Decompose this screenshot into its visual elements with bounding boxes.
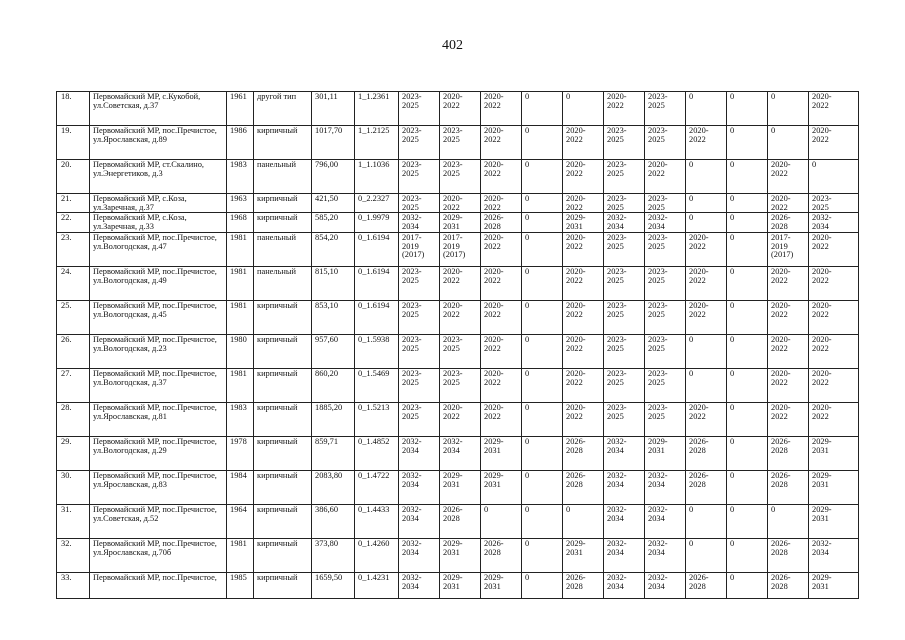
cell-period: 2026- 2028 (768, 470, 809, 504)
cell-period: 2026- 2028 (768, 436, 809, 470)
cell-code: 0_1.4722 (355, 470, 399, 504)
cell-number: 26. (57, 334, 90, 368)
cell-period: 2020- 2022 (768, 402, 809, 436)
cell-year: 1981 (227, 368, 254, 402)
cell-period: 2020- 2022 (563, 368, 604, 402)
cell-material: панельный (254, 266, 312, 300)
cell-period: 2026- 2028 (563, 470, 604, 504)
cell-period: 2020- 2022 (604, 92, 645, 126)
cell-period: 0 (727, 538, 768, 572)
cell-period: 0 (522, 402, 563, 436)
cell-period: 2023- 2025 (604, 334, 645, 368)
cell-period: 2020- 2022 (563, 126, 604, 160)
cell-period: 2023- 2025 (399, 334, 440, 368)
cell-period: 2026- 2028 (481, 538, 522, 572)
cell-period: 0 (727, 334, 768, 368)
cell-period: 2023- 2025 (604, 194, 645, 213)
cell-period: 0 (727, 232, 768, 266)
cell-period: 2032- 2034 (645, 504, 686, 538)
cell-period: 2020- 2022 (768, 160, 809, 194)
cell-period: 2029- 2031 (440, 572, 481, 598)
cell-period: 0 (727, 368, 768, 402)
cell-period: 2032- 2034 (604, 572, 645, 598)
cell-number: 33. (57, 572, 90, 598)
cell-period: 0 (686, 92, 727, 126)
cell-period: 0 (522, 334, 563, 368)
cell-number: 29. (57, 436, 90, 470)
cell-period: 0 (727, 300, 768, 334)
cell-period: 2029- 2031 (440, 470, 481, 504)
cell-period: 2020- 2022 (440, 92, 481, 126)
cell-period: 2029- 2031 (481, 436, 522, 470)
cell-period: 0 (522, 436, 563, 470)
cell-number: 28. (57, 402, 90, 436)
cell-period: 2029- 2031 (563, 538, 604, 572)
cell-period: 2020- 2022 (481, 368, 522, 402)
cell-period: 0 (727, 92, 768, 126)
cell-period: 0 (686, 538, 727, 572)
cell-period: 0 (727, 213, 768, 232)
cell-period: 2023- 2025 (440, 334, 481, 368)
cell-area: 301,11 (312, 92, 355, 126)
cell-period: 2020- 2022 (481, 300, 522, 334)
table-row (57, 538, 859, 572)
cell-period: 2020- 2022 (686, 402, 727, 436)
cell-number: 31. (57, 504, 90, 538)
cell-period: 2020- 2022 (563, 300, 604, 334)
cell-period: 2026- 2028 (686, 436, 727, 470)
table-row (57, 334, 859, 368)
cell-period: 2020- 2022 (481, 160, 522, 194)
cell-address: Первомайский МР, пос.Пречистое, ул.Вологодская, д.45 (90, 300, 227, 334)
cell-area: 1659,50 (312, 572, 355, 598)
cell-period: 2017- 2019 (2017) (440, 232, 481, 266)
cell-period: 2020- 2022 (440, 402, 481, 436)
cell-year: 1961 (227, 92, 254, 126)
cell-area: 373,80 (312, 538, 355, 572)
cell-period: 2020- 2022 (440, 266, 481, 300)
cell-period: 0 (686, 504, 727, 538)
cell-period: 2032- 2034 (645, 470, 686, 504)
cell-period: 2032- 2034 (399, 538, 440, 572)
cell-period: 0 (727, 126, 768, 160)
cell-period: 2023- 2025 (645, 266, 686, 300)
cell-period: 2032- 2034 (809, 213, 859, 232)
cell-material: кирпичный (254, 402, 312, 436)
cell-number: 24. (57, 266, 90, 300)
cell-material: панельный (254, 160, 312, 194)
cell-number: 32. (57, 538, 90, 572)
cell-period: 2023- 2025 (440, 160, 481, 194)
cell-period: 0 (686, 334, 727, 368)
cell-area: 860,20 (312, 368, 355, 402)
cell-area: 859,71 (312, 436, 355, 470)
cell-period: 2020- 2022 (809, 92, 859, 126)
cell-year: 1983 (227, 402, 254, 436)
table-row (57, 126, 859, 160)
cell-code: 0_1.9979 (355, 213, 399, 232)
cell-code: 0_1.6194 (355, 232, 399, 266)
cell-period: 2020- 2022 (563, 194, 604, 213)
cell-area: 2083,80 (312, 470, 355, 504)
cell-period: 2023- 2025 (604, 300, 645, 334)
cell-period: 2029- 2031 (809, 572, 859, 598)
cell-material: кирпичный (254, 368, 312, 402)
cell-year: 1964 (227, 504, 254, 538)
cell-period: 0 (563, 92, 604, 126)
cell-period: 2020- 2022 (481, 266, 522, 300)
cell-period: 2023- 2025 (645, 368, 686, 402)
cell-period: 0 (686, 160, 727, 194)
cell-code: 0_1.5213 (355, 402, 399, 436)
cell-material: кирпичный (254, 436, 312, 470)
cell-period: 0 (522, 213, 563, 232)
cell-period: 2023- 2025 (440, 126, 481, 160)
cell-period: 2029- 2031 (645, 436, 686, 470)
cell-period: 2023- 2025 (604, 402, 645, 436)
cell-year: 1984 (227, 470, 254, 504)
cell-period: 2020- 2022 (768, 300, 809, 334)
cell-code: 0_2.2327 (355, 194, 399, 213)
cell-period: 0 (727, 402, 768, 436)
table-row (57, 92, 859, 126)
cell-year: 1986 (227, 126, 254, 160)
cell-address: Первомайский МР, пос.Пречистое, ул.Вологодская, д.47 (90, 232, 227, 266)
cell-area: 386,60 (312, 504, 355, 538)
cell-code: 0_1.4231 (355, 572, 399, 598)
table-row (57, 160, 859, 194)
cell-address: Первомайский МР, с.Коза, ул.Заречная, д.37 (90, 194, 227, 213)
cell-area: 854,20 (312, 232, 355, 266)
cell-area: 1885,20 (312, 402, 355, 436)
cell-address: Первомайский МР, пос.Пречистое, ул.Вологодская, д.37 (90, 368, 227, 402)
cell-period: 2020- 2022 (686, 126, 727, 160)
table-row (57, 266, 859, 300)
cell-material: кирпичный (254, 194, 312, 213)
table-row (57, 213, 859, 232)
table-row (57, 470, 859, 504)
cell-period: 0 (727, 160, 768, 194)
cell-material: кирпичный (254, 572, 312, 598)
cell-period: 2032- 2034 (399, 213, 440, 232)
cell-period: 2026- 2028 (440, 504, 481, 538)
cell-period: 2032- 2034 (399, 504, 440, 538)
cell-code: 0_1.6194 (355, 300, 399, 334)
cell-period: 0 (809, 160, 859, 194)
cell-year: 1981 (227, 300, 254, 334)
cell-period: 2020- 2022 (563, 402, 604, 436)
cell-period: 2026- 2028 (481, 213, 522, 232)
cell-material: кирпичный (254, 213, 312, 232)
table-row (57, 402, 859, 436)
cell-period: 0 (727, 572, 768, 598)
repair-schedule-table (56, 91, 859, 599)
cell-period: 0 (522, 92, 563, 126)
cell-area: 1017,70 (312, 126, 355, 160)
cell-period: 2026- 2028 (768, 213, 809, 232)
cell-period: 2017- 2019 (2017) (399, 232, 440, 266)
cell-period: 2032- 2034 (604, 504, 645, 538)
cell-material: кирпичный (254, 300, 312, 334)
cell-period: 2023- 2025 (399, 402, 440, 436)
cell-period: 0 (768, 504, 809, 538)
cell-period: 2032- 2034 (604, 436, 645, 470)
cell-period: 2023- 2025 (645, 334, 686, 368)
cell-material: кирпичный (254, 504, 312, 538)
cell-number: 27. (57, 368, 90, 402)
cell-period: 2032- 2034 (645, 572, 686, 598)
cell-period: 2020- 2022 (563, 232, 604, 266)
cell-period: 2023- 2025 (645, 126, 686, 160)
cell-period: 2026- 2028 (563, 436, 604, 470)
cell-period: 0 (522, 572, 563, 598)
cell-period: 0 (768, 92, 809, 126)
cell-period: 2020- 2022 (809, 300, 859, 334)
cell-period: 2020- 2022 (440, 194, 481, 213)
cell-code: 1_1.1036 (355, 160, 399, 194)
cell-period: 2020- 2022 (686, 266, 727, 300)
cell-period: 2020- 2022 (481, 92, 522, 126)
cell-address: Первомайский МР, пос.Пречистое, (90, 572, 227, 598)
cell-address: Первомайский МР, пос.Пречистое, ул.Ярославская, д.89 (90, 126, 227, 160)
cell-period: 0 (522, 232, 563, 266)
cell-period: 2020- 2022 (768, 368, 809, 402)
cell-period: 2029- 2031 (481, 470, 522, 504)
cell-material: кирпичный (254, 538, 312, 572)
cell-address: Первомайский МР, пос.Пречистое, ул.Ярославская, д.81 (90, 402, 227, 436)
cell-period: 2026- 2028 (563, 572, 604, 598)
cell-period: 2023- 2025 (604, 126, 645, 160)
cell-material: другой тип (254, 92, 312, 126)
cell-period: 2023- 2025 (645, 194, 686, 213)
cell-period: 0 (522, 470, 563, 504)
cell-period: 2020- 2022 (809, 266, 859, 300)
cell-area: 421,50 (312, 194, 355, 213)
cell-code: 0_1.4260 (355, 538, 399, 572)
table-row (57, 368, 859, 402)
cell-number: 30. (57, 470, 90, 504)
cell-area: 796,00 (312, 160, 355, 194)
cell-period: 2032- 2034 (645, 213, 686, 232)
cell-period: 2020- 2022 (563, 160, 604, 194)
cell-period: 2032- 2034 (399, 436, 440, 470)
table-row (57, 504, 859, 538)
cell-period: 2032- 2034 (440, 436, 481, 470)
cell-address: Первомайский МР, с.Кукобой, ул.Советская, д.37 (90, 92, 227, 126)
cell-year: 1968 (227, 213, 254, 232)
cell-period: 2029- 2031 (481, 572, 522, 598)
cell-material: кирпичный (254, 470, 312, 504)
cell-period: 2023- 2025 (399, 160, 440, 194)
cell-period: 2020- 2022 (809, 402, 859, 436)
cell-period: 2029- 2031 (563, 213, 604, 232)
cell-address: Первомайский МР, пос.Пречистое, ул.Ярославская, д.70б (90, 538, 227, 572)
cell-period: 0 (768, 126, 809, 160)
cell-address: Первомайский МР, с.Коза, ул.Заречная, д.33 (90, 213, 227, 232)
cell-period: 2023- 2025 (399, 126, 440, 160)
cell-address: Первомайский МР, пос.Пречистое, ул.Вологодская, д.49 (90, 266, 227, 300)
cell-period: 2032- 2034 (604, 538, 645, 572)
table-row (57, 300, 859, 334)
cell-year: 1978 (227, 436, 254, 470)
cell-period: 2020- 2022 (645, 160, 686, 194)
cell-period: 0 (727, 470, 768, 504)
cell-period: 2023- 2025 (809, 194, 859, 213)
cell-period: 2020- 2022 (768, 334, 809, 368)
cell-year: 1983 (227, 160, 254, 194)
cell-area: 585,20 (312, 213, 355, 232)
cell-period: 2020- 2022 (440, 300, 481, 334)
cell-material: кирпичный (254, 334, 312, 368)
cell-number: 18. (57, 92, 90, 126)
cell-code: 0_1.5938 (355, 334, 399, 368)
cell-code: 0_1.5469 (355, 368, 399, 402)
cell-number: 21. (57, 194, 90, 213)
cell-period: 2020- 2022 (481, 232, 522, 266)
cell-period: 0 (686, 194, 727, 213)
cell-period: 2017- 2019 (2017) (768, 232, 809, 266)
cell-period: 2020- 2022 (481, 194, 522, 213)
cell-period: 0 (727, 194, 768, 213)
cell-code: 0_1.4433 (355, 504, 399, 538)
cell-code: 0_1.4852 (355, 436, 399, 470)
cell-period: 2023- 2025 (604, 368, 645, 402)
cell-period: 2032- 2034 (809, 538, 859, 572)
cell-period: 2020- 2022 (686, 300, 727, 334)
cell-period: 0 (522, 300, 563, 334)
cell-period: 2023- 2025 (645, 402, 686, 436)
cell-period: 2020- 2022 (686, 232, 727, 266)
cell-period: 2032- 2034 (645, 538, 686, 572)
cell-period: 2023- 2025 (399, 194, 440, 213)
cell-period: 0 (481, 504, 522, 538)
cell-period: 2026- 2028 (686, 572, 727, 598)
cell-period: 2032- 2034 (604, 470, 645, 504)
cell-period: 0 (686, 368, 727, 402)
cell-number: 22. (57, 213, 90, 232)
cell-year: 1980 (227, 334, 254, 368)
cell-code: 1_1.2361 (355, 92, 399, 126)
cell-year: 1981 (227, 538, 254, 572)
cell-period: 2026- 2028 (686, 470, 727, 504)
cell-period: 2029- 2031 (809, 470, 859, 504)
cell-period: 0 (563, 504, 604, 538)
cell-area: 815,10 (312, 266, 355, 300)
cell-period: 2032- 2034 (604, 213, 645, 232)
cell-period: 2023- 2025 (399, 266, 440, 300)
cell-period: 2023- 2025 (399, 368, 440, 402)
cell-period: 0 (522, 504, 563, 538)
cell-period: 0 (522, 266, 563, 300)
cell-material: панельный (254, 232, 312, 266)
cell-period: 0 (522, 126, 563, 160)
cell-period: 2020- 2022 (809, 334, 859, 368)
cell-period: 2020- 2022 (768, 194, 809, 213)
cell-period: 2029- 2031 (809, 504, 859, 538)
cell-period: 2023- 2025 (604, 160, 645, 194)
cell-period: 0 (522, 368, 563, 402)
cell-address: Первомайский МР, пос.Пречистое, ул.Вологодская, д.23 (90, 334, 227, 368)
cell-period: 2020- 2022 (563, 334, 604, 368)
cell-period: 2020- 2022 (809, 368, 859, 402)
cell-area: 957,60 (312, 334, 355, 368)
cell-period: 0 (522, 194, 563, 213)
cell-period: 2032- 2034 (399, 572, 440, 598)
table-row (57, 436, 859, 470)
cell-address: Первомайский МР, пос.Пречистое, ул.Советская, д.52 (90, 504, 227, 538)
cell-period: 2026- 2028 (768, 538, 809, 572)
cell-year: 1981 (227, 232, 254, 266)
cell-period: 0 (522, 538, 563, 572)
cell-period: 2029- 2031 (440, 213, 481, 232)
cell-period: 2020- 2022 (809, 126, 859, 160)
cell-period: 2020- 2022 (809, 232, 859, 266)
cell-address: Первомайский МР, пос.Пречистое, ул.Вологодская, д.29 (90, 436, 227, 470)
cell-address: Первомайский МР, ст.Скалино, ул.Энергетиков, д.3 (90, 160, 227, 194)
table-row (57, 572, 859, 598)
cell-number: 25. (57, 300, 90, 334)
cell-period: 2029- 2031 (809, 436, 859, 470)
cell-period: 0 (686, 213, 727, 232)
cell-material: кирпичный (254, 126, 312, 160)
cell-period: 2023- 2025 (604, 266, 645, 300)
cell-period: 0 (522, 160, 563, 194)
cell-area: 853,10 (312, 300, 355, 334)
cell-code: 0_1.6194 (355, 266, 399, 300)
page-number: 402 (442, 38, 463, 53)
cell-year: 1981 (227, 266, 254, 300)
cell-year: 1963 (227, 194, 254, 213)
cell-period: 2023- 2025 (604, 232, 645, 266)
table-row (57, 194, 859, 213)
cell-period: 2023- 2025 (399, 92, 440, 126)
cell-period: 2023- 2025 (645, 232, 686, 266)
table-row (57, 232, 859, 266)
cell-period: 2020- 2022 (481, 334, 522, 368)
cell-address: Первомайский МР, пос.Пречистое, ул.Ярославская, д.83 (90, 470, 227, 504)
cell-number: 23. (57, 232, 90, 266)
cell-period: 2029- 2031 (440, 538, 481, 572)
cell-period: 2023- 2025 (645, 300, 686, 334)
cell-code: 1_1.2125 (355, 126, 399, 160)
cell-number: 20. (57, 160, 90, 194)
cell-period: 2020- 2022 (768, 266, 809, 300)
cell-period: 0 (727, 504, 768, 538)
cell-period: 2020- 2022 (481, 402, 522, 436)
cell-year: 1985 (227, 572, 254, 598)
cell-number: 19. (57, 126, 90, 160)
cell-period: 0 (727, 266, 768, 300)
cell-period: 2032- 2034 (399, 470, 440, 504)
cell-period: 0 (727, 436, 768, 470)
cell-period: 2023- 2025 (399, 300, 440, 334)
cell-period: 2020- 2022 (481, 126, 522, 160)
cell-period: 2020- 2022 (563, 266, 604, 300)
cell-period: 2023- 2025 (440, 368, 481, 402)
cell-period: 2026- 2028 (768, 572, 809, 598)
cell-period: 2023- 2025 (645, 92, 686, 126)
